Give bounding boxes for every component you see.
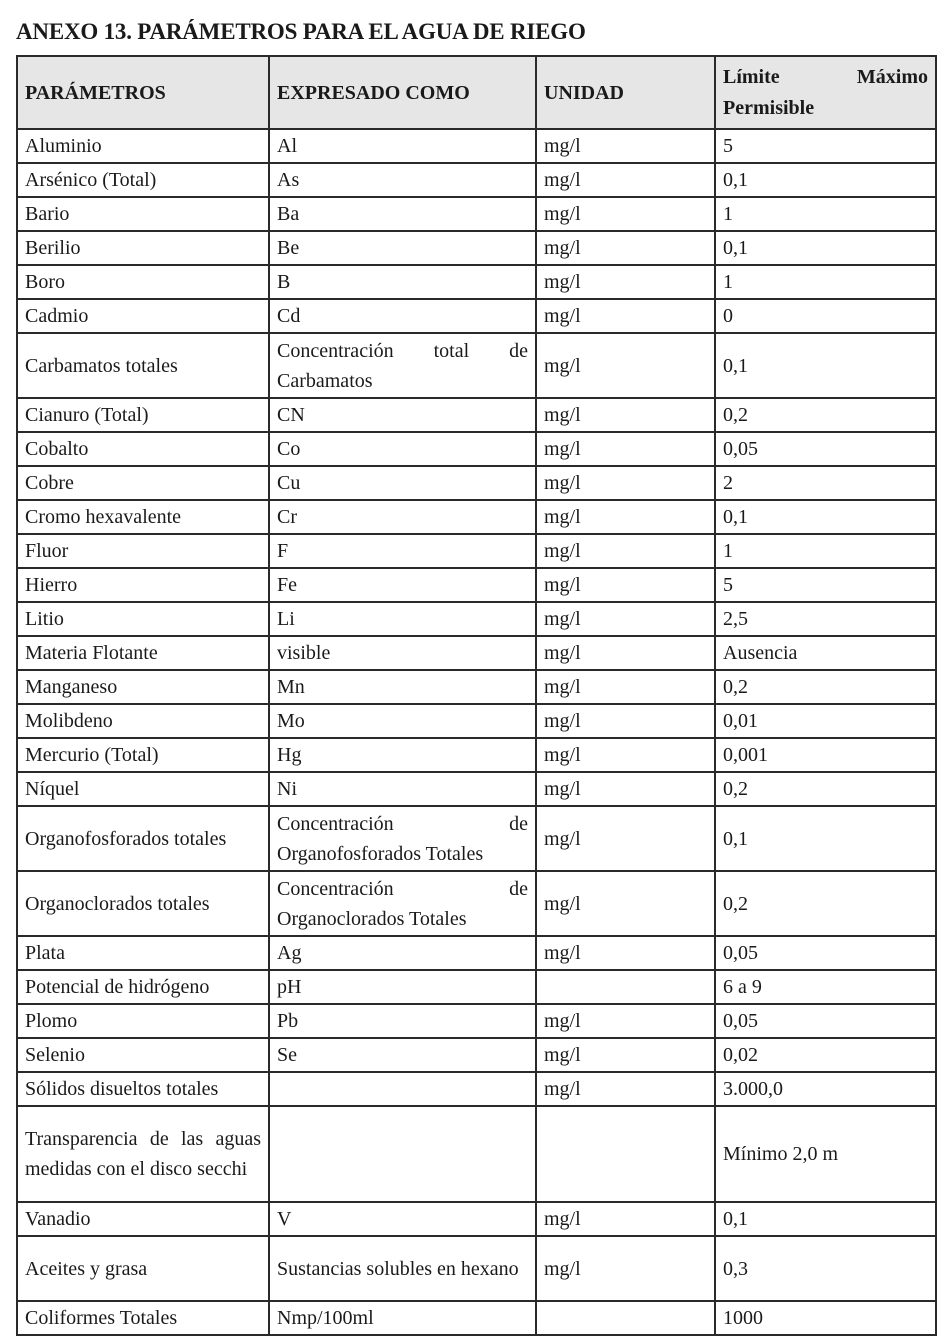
cell-parametro: Cromo hexavalente: [17, 500, 269, 534]
table-row: [17, 231, 936, 265]
cell-unidad: mg/l: [536, 1236, 715, 1301]
table-row: [17, 970, 936, 1004]
table-row: [17, 1301, 936, 1335]
table-row: [17, 1106, 936, 1202]
table-body: [17, 129, 936, 1335]
cell-unidad: mg/l: [536, 936, 715, 970]
cell-unidad: [536, 1106, 715, 1202]
cell-parametro: Potencial de hidrógeno: [17, 970, 269, 1004]
cell-parametro: Berilio: [17, 231, 269, 265]
cell-expresado-como: Ni: [269, 772, 536, 806]
cell-limite: 0,2: [715, 670, 936, 704]
cell-expresado-como: [269, 1106, 536, 1202]
cell-expresado-como: Cr: [269, 500, 536, 534]
cell-limite: 1: [715, 197, 936, 231]
cell-expresado-como: Concentración total de Carbamatos: [269, 333, 536, 398]
table-row: [17, 466, 936, 500]
cell-expresado-como: Pb: [269, 1004, 536, 1038]
cell-limite: 0,05: [715, 936, 936, 970]
cell-parametro: Organofosforados totales: [17, 806, 269, 871]
cell-parametro: Boro: [17, 265, 269, 299]
table-row: [17, 1202, 936, 1236]
cell-expresado-como: Be: [269, 231, 536, 265]
cell-limite: 0,2: [715, 871, 936, 936]
cell-limite: 0,1: [715, 231, 936, 265]
cell-unidad: mg/l: [536, 197, 715, 231]
table-row: [17, 197, 936, 231]
header-expresado-como: EXPRESADO COMO: [269, 56, 536, 129]
table-row: [17, 534, 936, 568]
cell-expresado-como: B: [269, 265, 536, 299]
cell-limite: 0,1: [715, 1202, 936, 1236]
cell-limite: 1: [715, 534, 936, 568]
cell-parametro: Manganeso: [17, 670, 269, 704]
table-row: [17, 398, 936, 432]
cell-unidad: mg/l: [536, 534, 715, 568]
cell-expresado-como: visible: [269, 636, 536, 670]
cell-parametro: Cobre: [17, 466, 269, 500]
cell-limite: 2: [715, 466, 936, 500]
cell-expresado-como: Mn: [269, 670, 536, 704]
cell-parametro: Transparencia de las aguas medidas con el disco secchi: [17, 1106, 269, 1202]
cell-limite: 5: [715, 129, 936, 163]
table-row: [17, 1072, 936, 1106]
cell-parametro: Arsénico (Total): [17, 163, 269, 197]
cell-unidad: mg/l: [536, 738, 715, 772]
cell-unidad: mg/l: [536, 871, 715, 936]
cell-unidad: mg/l: [536, 299, 715, 333]
table-row: [17, 738, 936, 772]
cell-limite: 3.000,0: [715, 1072, 936, 1106]
cell-unidad: mg/l: [536, 265, 715, 299]
table-row: [17, 333, 936, 398]
cell-unidad: mg/l: [536, 1038, 715, 1072]
cell-limite: 0,1: [715, 806, 936, 871]
cell-limite: 0,1: [715, 500, 936, 534]
cell-parametro: Molibdeno: [17, 704, 269, 738]
cell-expresado-como: Ba: [269, 197, 536, 231]
cell-unidad: mg/l: [536, 636, 715, 670]
table-row: [17, 602, 936, 636]
cell-unidad: mg/l: [536, 568, 715, 602]
cell-parametro: Cianuro (Total): [17, 398, 269, 432]
header-permisible-word: Permisible: [723, 96, 815, 119]
header-limite-maximo-permisible: [715, 56, 936, 129]
cell-expresado-como: Ag: [269, 936, 536, 970]
cell-limite: 1: [715, 265, 936, 299]
cell-expresado-como: Cd: [269, 299, 536, 333]
cell-unidad: mg/l: [536, 231, 715, 265]
cell-unidad: mg/l: [536, 1004, 715, 1038]
table-row: [17, 163, 936, 197]
cell-parametro: Cobalto: [17, 432, 269, 466]
cell-limite: 6 a 9: [715, 970, 936, 1004]
cell-parametro: Materia Flotante: [17, 636, 269, 670]
cell-expresado-como: CN: [269, 398, 536, 432]
table-row: [17, 806, 936, 871]
cell-expresado-como: [269, 1072, 536, 1106]
cell-expresado-como: Concentración de Organoclorados Totales: [269, 871, 536, 936]
cell-unidad: mg/l: [536, 129, 715, 163]
cell-expresado-como: Li: [269, 602, 536, 636]
cell-parametro: Carbamatos totales: [17, 333, 269, 398]
cell-limite: 1000: [715, 1301, 936, 1335]
cell-expresado-como: Cu: [269, 466, 536, 500]
table-row: [17, 1038, 936, 1072]
cell-unidad: mg/l: [536, 772, 715, 806]
table-row: [17, 704, 936, 738]
cell-expresado-como: Se: [269, 1038, 536, 1072]
table-header-row: [17, 56, 936, 129]
cell-parametro: Organoclorados totales: [17, 871, 269, 936]
cell-parametro: Cadmio: [17, 299, 269, 333]
cell-unidad: mg/l: [536, 500, 715, 534]
cell-parametro: Mercurio (Total): [17, 738, 269, 772]
header-unidad: UNIDAD: [536, 56, 715, 129]
cell-parametro: Fluor: [17, 534, 269, 568]
cell-unidad: mg/l: [536, 1202, 715, 1236]
cell-unidad: mg/l: [536, 704, 715, 738]
cell-limite: 0: [715, 299, 936, 333]
cell-limite: 0,02: [715, 1038, 936, 1072]
cell-limite: Ausencia: [715, 636, 936, 670]
table-row: [17, 670, 936, 704]
table-row: [17, 772, 936, 806]
cell-parametro: Plomo: [17, 1004, 269, 1038]
cell-parametro: Selenio: [17, 1038, 269, 1072]
cell-unidad: mg/l: [536, 602, 715, 636]
table-row: [17, 432, 936, 466]
cell-parametro: Hierro: [17, 568, 269, 602]
cell-limite: 0,01: [715, 704, 936, 738]
cell-unidad: mg/l: [536, 1072, 715, 1106]
cell-unidad: mg/l: [536, 466, 715, 500]
cell-limite: 0,05: [715, 432, 936, 466]
cell-expresado-como: Fe: [269, 568, 536, 602]
cell-limite: 0,001: [715, 738, 936, 772]
cell-expresado-como: Concentración de Organofosforados Totales: [269, 806, 536, 871]
cell-limite: Mínimo 2,0 m: [715, 1106, 936, 1202]
table-row: [17, 500, 936, 534]
cell-expresado-como: Nmp/100ml: [269, 1301, 536, 1335]
table-row: [17, 1236, 936, 1301]
cell-parametro: Litio: [17, 602, 269, 636]
cell-parametro: Vanadio: [17, 1202, 269, 1236]
cell-expresado-como: pH: [269, 970, 536, 1004]
header-maximo-word: Máximo: [856, 65, 928, 88]
cell-unidad: mg/l: [536, 806, 715, 871]
table-row: [17, 265, 936, 299]
table-row: [17, 568, 936, 602]
cell-limite: 5: [715, 568, 936, 602]
table-row: [17, 129, 936, 163]
cell-unidad: [536, 970, 715, 1004]
cell-parametro: Plata: [17, 936, 269, 970]
cell-limite: 0,2: [715, 772, 936, 806]
table-row: [17, 636, 936, 670]
cell-expresado-como: Hg: [269, 738, 536, 772]
cell-parametro: Aluminio: [17, 129, 269, 163]
cell-unidad: [536, 1301, 715, 1335]
cell-limite: 2,5: [715, 602, 936, 636]
cell-parametro: Coliformes Totales: [17, 1301, 269, 1335]
cell-unidad: mg/l: [536, 163, 715, 197]
cell-limite: 0,2: [715, 398, 936, 432]
cell-limite: 0,1: [715, 163, 936, 197]
cell-unidad: mg/l: [536, 670, 715, 704]
cell-expresado-como: Al: [269, 129, 536, 163]
cell-limite: 0,05: [715, 1004, 936, 1038]
table-row: [17, 299, 936, 333]
cell-unidad: mg/l: [536, 432, 715, 466]
cell-unidad: mg/l: [536, 398, 715, 432]
cell-parametro: Bario: [17, 197, 269, 231]
cell-parametro: Níquel: [17, 772, 269, 806]
cell-expresado-como: V: [269, 1202, 536, 1236]
header-parametros: PARÁMETROS: [17, 56, 269, 129]
cell-unidad: mg/l: [536, 333, 715, 398]
table-row: [17, 1004, 936, 1038]
cell-expresado-como: Mo: [269, 704, 536, 738]
cell-parametro: Sólidos disueltos totales: [17, 1072, 269, 1106]
table-row: [17, 871, 936, 936]
table-row: [17, 936, 936, 970]
document-title: ANEXO 13. PARÁMETROS PARA EL AGUA DE RIEGO: [16, 19, 586, 44]
cell-expresado-como: Co: [269, 432, 536, 466]
cell-expresado-como: F: [269, 534, 536, 568]
parameters-table: [16, 55, 937, 1336]
cell-limite: 0,1: [715, 333, 936, 398]
cell-expresado-como: Sustancias solubles en hexano: [269, 1236, 536, 1301]
cell-limite: 0,3: [715, 1236, 936, 1301]
header-limite-word: Límite: [723, 65, 780, 88]
cell-expresado-como: As: [269, 163, 536, 197]
cell-parametro: Aceites y grasa: [17, 1236, 269, 1301]
